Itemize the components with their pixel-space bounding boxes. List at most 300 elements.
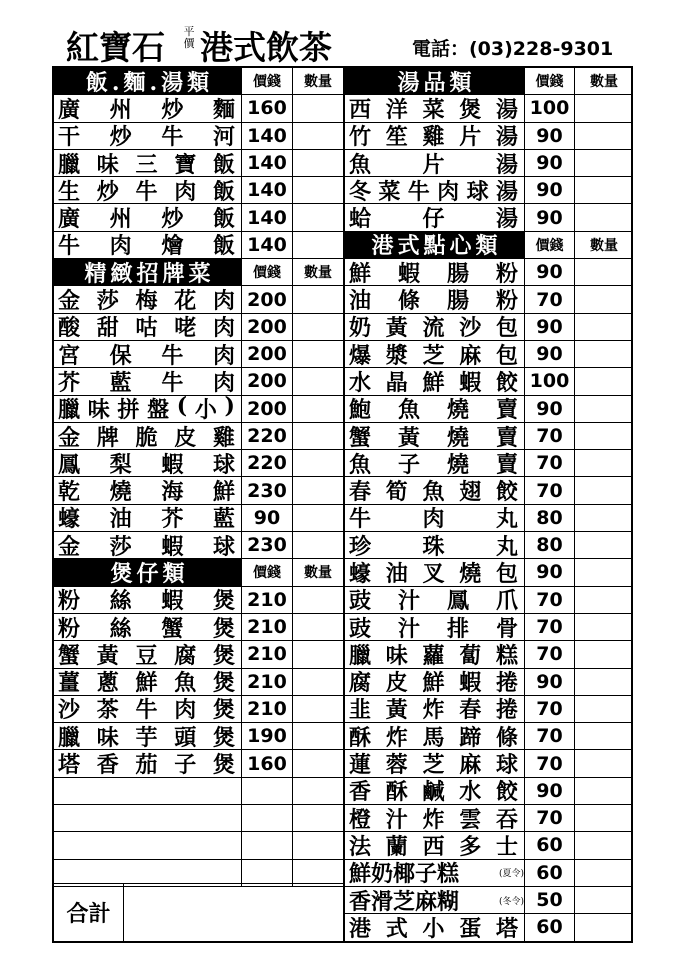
menu-item-name — [54, 341, 242, 367]
empty-price-cell — [242, 860, 293, 886]
menu-item-row — [345, 587, 633, 614]
quantity-field[interactable] — [575, 314, 633, 340]
category-header — [54, 559, 343, 586]
menu-item-name — [54, 286, 242, 312]
menu-item-row — [345, 341, 633, 368]
menu-item-price: 210 — [242, 669, 293, 695]
menu-item-price: 90 — [525, 259, 575, 285]
price-column-header: 價錢 — [242, 259, 293, 285]
left-column — [54, 68, 343, 887]
empty-name-cell — [54, 778, 242, 804]
menu-item-row — [54, 204, 343, 231]
menu-item-price: 230 — [242, 477, 293, 503]
menu-item-label: 金 莎 蝦 球 — [58, 533, 237, 559]
menu-item-name — [345, 341, 525, 367]
menu-item-name — [345, 95, 525, 121]
menu-item-label: 臘 味 拼 盤 ( 小 ) — [58, 395, 237, 422]
menu-item-label: 油 條 腸 粉 — [349, 288, 520, 313]
menu-item-name — [54, 368, 242, 394]
menu-item-label: 酥 炸 馬 蹄 條 — [349, 724, 520, 750]
menu-item-label: 生 炒 牛 肉 飯 — [58, 178, 237, 204]
menu-item-row — [345, 641, 633, 668]
menu-item-price: 210 — [242, 614, 293, 640]
menu-item-name — [345, 669, 525, 695]
seasonal-note: (夏令) — [498, 869, 524, 880]
menu-item-label: 金 莎 梅 花 肉 — [58, 288, 237, 313]
quantity-field[interactable] — [575, 641, 633, 667]
quantity-field[interactable] — [293, 314, 343, 340]
quantity-field[interactable] — [575, 368, 633, 394]
empty-row — [54, 778, 343, 805]
menu-item-price: 190 — [242, 723, 293, 749]
menu-item-name — [54, 232, 242, 258]
quantity-field[interactable] — [575, 177, 633, 203]
menu-item-name — [54, 123, 242, 149]
menu-item-label: 塔 香 茄 子 煲 — [58, 752, 237, 777]
budget-tag: 平價 — [183, 25, 195, 50]
menu-item-label: 薑 蔥 鮮 魚 煲 — [58, 670, 237, 695]
empty-qty-cell[interactable] — [293, 832, 343, 858]
quantity-field[interactable] — [575, 887, 633, 913]
menu-item-label: 橙 汁 炸 雲 吞 — [349, 806, 520, 832]
menu-item-name — [345, 368, 525, 394]
menu-item-name — [345, 505, 525, 531]
menu-item-label: 金 牌 脆 皮 雞 — [58, 424, 237, 450]
menu-item-name — [54, 505, 242, 531]
menu-item-price: 90 — [525, 150, 575, 176]
menu-item-row — [345, 559, 633, 586]
quantity-field[interactable] — [293, 396, 343, 422]
menu-item-name — [345, 723, 525, 749]
menu-item-price: 140 — [242, 177, 293, 203]
menu-item-row — [345, 450, 633, 477]
quantity-field[interactable] — [293, 286, 343, 312]
empty-qty-cell[interactable] — [293, 778, 343, 804]
empty-qty-cell[interactable] — [293, 805, 343, 831]
menu-item-name — [54, 723, 242, 749]
menu-item-price: 60 — [525, 914, 575, 940]
category-header — [54, 259, 343, 286]
menu-item-row — [345, 368, 633, 395]
menu-item-label: 魚 子 燒 賣 — [349, 451, 520, 477]
quantity-field[interactable] — [293, 696, 343, 722]
menu-item-name — [345, 477, 525, 503]
category-title: 精緻招牌菜 — [54, 259, 242, 285]
menu-item-price: 70 — [525, 286, 575, 312]
order-form-table — [52, 66, 633, 943]
menu-item-price: 90 — [525, 177, 575, 203]
menu-item-label: 粉 絲 蝦 煲 — [58, 588, 237, 613]
seasonal-note: (冬令) — [498, 896, 524, 907]
menu-item-label: 牛 肉 丸 — [349, 506, 520, 532]
menu-item-row — [54, 396, 343, 423]
quantity-field[interactable] — [293, 423, 343, 449]
menu-item-price: 60 — [525, 860, 575, 886]
quantity-field[interactable] — [575, 286, 633, 312]
quantity-column-header: 數量 — [590, 74, 618, 91]
restaurant-subtitle: 港式飲茶 — [200, 28, 332, 67]
menu-item-row — [54, 368, 343, 395]
menu-item-row — [345, 204, 633, 231]
menu-item-name — [345, 314, 525, 340]
quantity-field[interactable] — [575, 559, 633, 585]
category-title: 港式點心類 — [345, 232, 525, 258]
menu-item-price: 100 — [525, 95, 575, 121]
menu-item-price: 70 — [525, 750, 575, 776]
quantity-field[interactable] — [293, 587, 343, 613]
quantity-field[interactable] — [575, 150, 633, 176]
menu-item-name — [345, 778, 525, 804]
empty-row — [54, 805, 343, 832]
menu-item-name — [345, 286, 525, 312]
menu-item-row — [54, 669, 343, 696]
menu-item-name — [345, 177, 525, 203]
quantity-field[interactable] — [575, 860, 633, 886]
quantity-field[interactable] — [575, 204, 633, 230]
menu-item-row — [54, 150, 343, 177]
menu-item-price: 100 — [525, 368, 575, 394]
menu-item-price: 90 — [525, 123, 575, 149]
total-field[interactable] — [124, 884, 343, 941]
menu-item-name — [54, 150, 242, 176]
menu-item-row — [345, 723, 633, 750]
menu-item-price: 70 — [525, 696, 575, 722]
menu-item-row — [345, 286, 633, 313]
quantity-column-header: 數量 — [590, 237, 618, 254]
menu-item-price: 200 — [242, 368, 293, 394]
quantity-field[interactable] — [293, 232, 343, 258]
empty-row — [54, 832, 343, 859]
menu-item-label: 蠔 油 芥 藍 — [58, 506, 237, 532]
menu-item-row — [345, 505, 633, 532]
menu-item-name — [54, 614, 242, 640]
menu-item-price: 210 — [242, 587, 293, 613]
quantity-field[interactable] — [575, 778, 633, 804]
quantity-field[interactable] — [293, 450, 343, 476]
quantity-column-header: 數量 — [304, 265, 332, 282]
quantity-field[interactable] — [293, 368, 343, 394]
menu-item-name — [54, 641, 242, 667]
menu-item-row — [54, 477, 343, 504]
menu-item-name — [345, 450, 525, 476]
menu-item-row — [345, 477, 633, 504]
menu-item-row — [345, 805, 633, 832]
menu-item-row — [345, 123, 633, 150]
menu-item-price: 140 — [242, 232, 293, 258]
menu-item-name — [345, 587, 525, 613]
menu-item-label: 冬 菜 牛 肉 球 湯 — [349, 178, 520, 204]
menu-item-price: 80 — [525, 505, 575, 531]
category-header — [345, 232, 633, 259]
menu-item-label: 乾 燒 海 鮮 — [58, 479, 237, 504]
quantity-field[interactable] — [293, 669, 343, 695]
menu-item-row — [54, 614, 343, 641]
menu-item-row — [345, 150, 633, 177]
empty-price-cell — [242, 805, 293, 831]
menu-item-label: 粉 絲 蟹 煲 — [58, 615, 237, 641]
menu-item-price: 70 — [525, 614, 575, 640]
quantity-field[interactable] — [575, 396, 633, 422]
menu-item-price: 70 — [525, 450, 575, 476]
empty-qty-cell[interactable] — [293, 860, 343, 886]
menu-item-price: 90 — [242, 505, 293, 531]
menu-item-label: 沙 茶 牛 肉 煲 — [58, 697, 237, 723]
quantity-field[interactable] — [293, 341, 343, 367]
menu-item-row — [345, 259, 633, 286]
quantity-field[interactable] — [293, 505, 343, 531]
menu-item-label: 魚 片 湯 — [349, 151, 520, 177]
menu-item-label: 水 晶 鮮 蝦 餃 — [349, 369, 520, 395]
category-title: 煲仔類 — [54, 559, 242, 585]
quantity-field[interactable] — [575, 832, 633, 858]
empty-price-cell — [242, 832, 293, 858]
quantity-column-header: 數量 — [304, 565, 332, 582]
menu-item-row — [54, 314, 343, 341]
menu-item-label: 春 筍 魚 翅 餃 — [349, 479, 520, 504]
menu-item-label: 豉 汁 鳳 爪 — [349, 588, 520, 613]
menu-item-price: 90 — [525, 341, 575, 367]
quantity-field[interactable] — [575, 95, 633, 121]
quantity-field[interactable] — [293, 723, 343, 749]
total-label: 合計 — [54, 884, 124, 941]
quantity-field[interactable] — [575, 723, 633, 749]
menu-item-label: 鮮 蝦 腸 粉 — [349, 260, 520, 286]
menu-item-name — [345, 696, 525, 722]
menu-item-price: 220 — [242, 423, 293, 449]
menu-item-price: 160 — [242, 95, 293, 121]
menu-item-label: 宮 保 牛 肉 — [58, 342, 237, 368]
menu-item-row — [54, 423, 343, 450]
quantity-column-header: 數量 — [304, 74, 332, 91]
menu-item-price: 90 — [525, 559, 575, 585]
restaurant-name: 紅寶石 — [66, 28, 165, 67]
menu-item-name — [345, 641, 525, 667]
price-column-header: 價錢 — [525, 232, 575, 258]
menu-item-row — [54, 505, 343, 532]
menu-item-name — [345, 559, 525, 585]
menu-item-row — [54, 341, 343, 368]
quantity-field[interactable] — [575, 669, 633, 695]
menu-item-label: 干 炒 牛 河 — [58, 124, 237, 149]
menu-item-row — [54, 450, 343, 477]
menu-item-row — [54, 750, 343, 777]
menu-item-name — [54, 532, 242, 558]
menu-item-name — [345, 259, 525, 285]
menu-item-price: 70 — [525, 805, 575, 831]
menu-item-row — [345, 860, 633, 887]
menu-item-price: 90 — [525, 204, 575, 230]
menu-item-name — [345, 123, 525, 149]
empty-name-cell — [54, 805, 242, 831]
menu-item-label: 牛 肉 燴 飯 — [58, 233, 237, 259]
menu-item-price: 200 — [242, 286, 293, 312]
menu-item-label: 豉 汁 排 骨 — [349, 615, 520, 641]
menu-item-price: 90 — [525, 778, 575, 804]
menu-item-name — [345, 532, 525, 558]
menu-item-label: 鮑 魚 燒 賣 — [349, 397, 520, 422]
menu-item-row — [345, 832, 633, 859]
quantity-field[interactable] — [293, 641, 343, 667]
menu-item-price: 70 — [525, 723, 575, 749]
menu-item-row — [345, 614, 633, 641]
menu-item-row — [54, 232, 343, 259]
total-row — [54, 883, 343, 941]
menu-item-price: 200 — [242, 314, 293, 340]
menu-item-name — [54, 396, 242, 422]
menu-item-row — [345, 396, 633, 423]
menu-item-row — [54, 696, 343, 723]
menu-item-row — [345, 696, 633, 723]
menu-item-row — [54, 177, 343, 204]
quantity-field[interactable] — [293, 123, 343, 149]
menu-item-price: 140 — [242, 204, 293, 230]
quantity-field[interactable] — [575, 696, 633, 722]
menu-item-label: 臘 味 蘿 蔔 糕 — [349, 642, 520, 668]
menu-item-row — [345, 532, 633, 559]
right-column — [343, 68, 633, 942]
price-column-header: 價錢 — [525, 68, 575, 94]
empty-price-cell — [242, 778, 293, 804]
quantity-field[interactable] — [575, 259, 633, 285]
menu-item-name — [54, 95, 242, 121]
menu-item-price: 70 — [525, 477, 575, 503]
quantity-field[interactable] — [575, 914, 633, 940]
menu-item-label: 奶 黃 流 沙 包 — [349, 315, 520, 340]
menu-item-row — [345, 778, 633, 805]
quantity-field[interactable] — [575, 123, 633, 149]
menu-item-row — [345, 314, 633, 341]
menu-item-label: 西 洋 菜 煲 湯 — [349, 96, 520, 122]
menu-item-label: 港 式 小 蛋 塔 — [349, 915, 520, 941]
quantity-field[interactable] — [575, 750, 633, 776]
empty-name-cell — [54, 832, 242, 858]
category-title: 飯.麵.湯類 — [54, 68, 242, 94]
quantity-field[interactable] — [575, 423, 633, 449]
menu-item-price: 210 — [242, 696, 293, 722]
menu-item-row — [54, 95, 343, 122]
quantity-field[interactable] — [293, 204, 343, 230]
price-column-header: 價錢 — [242, 559, 293, 585]
quantity-field[interactable] — [293, 614, 343, 640]
menu-item-label: 蓮 蓉 芝 麻 球 — [349, 752, 520, 777]
menu-item-price: 70 — [525, 587, 575, 613]
menu-item-name — [345, 805, 525, 831]
menu-item-label: 芥 藍 牛 肉 — [58, 369, 237, 395]
quantity-field[interactable] — [293, 150, 343, 176]
quantity-field[interactable] — [293, 750, 343, 776]
menu-item-row — [54, 587, 343, 614]
quantity-field[interactable] — [293, 95, 343, 121]
menu-item-row — [345, 177, 633, 204]
menu-item-name — [345, 614, 525, 640]
menu-item-name — [345, 887, 525, 913]
menu-item-name — [54, 750, 242, 776]
quantity-field[interactable] — [575, 477, 633, 503]
menu-item-price: 210 — [242, 641, 293, 667]
menu-item-name — [345, 423, 525, 449]
menu-item-name — [54, 204, 242, 230]
quantity-field[interactable] — [575, 450, 633, 476]
menu-item-price: 140 — [242, 150, 293, 176]
menu-item-label: 酸 甜 咕 咾 肉 — [58, 315, 237, 340]
quantity-field[interactable] — [293, 532, 343, 558]
menu-item-name — [345, 396, 525, 422]
menu-item-row — [345, 914, 633, 941]
menu-item-label: 鮮奶椰子糕 — [349, 861, 460, 886]
menu-item-price: 90 — [525, 314, 575, 340]
menu-item-row — [345, 95, 633, 122]
menu-item-label: 廣 州 炒 飯 — [58, 206, 237, 231]
phone-number: 電話：(03)228-9301 — [412, 38, 614, 60]
menu-item-name — [345, 150, 525, 176]
menu-item-name — [345, 204, 525, 230]
menu-item-price: 90 — [525, 669, 575, 695]
quantity-field[interactable] — [293, 477, 343, 503]
menu-item-price: 220 — [242, 450, 293, 476]
menu-item-row — [345, 669, 633, 696]
quantity-field[interactable] — [575, 614, 633, 640]
menu-item-label: 竹 笙 雞 片 湯 — [349, 124, 520, 149]
menu-item-name — [345, 914, 525, 940]
menu-item-name — [54, 177, 242, 203]
menu-item-label: 香滑芝麻糊 — [349, 888, 460, 914]
menu-item-price: 60 — [525, 832, 575, 858]
menu-item-label: 蟹 黃 豆 腐 煲 — [58, 642, 237, 668]
menu-item-label: 腐 皮 鮮 蝦 捲 — [349, 670, 520, 695]
menu-item-price: 140 — [242, 123, 293, 149]
menu-item-name — [54, 696, 242, 722]
menu-item-row — [54, 532, 343, 559]
menu-item-label: 韭 黃 炸 春 捲 — [349, 697, 520, 723]
empty-name-cell — [54, 860, 242, 886]
price-column-header: 價錢 — [242, 68, 293, 94]
menu-item-name — [54, 477, 242, 503]
quantity-field[interactable] — [575, 532, 633, 558]
menu-item-label: 珍 珠 丸 — [349, 533, 520, 559]
menu-item-price: 50 — [525, 887, 575, 913]
quantity-field[interactable] — [575, 805, 633, 831]
menu-item-name — [54, 423, 242, 449]
menu-item-name — [54, 450, 242, 476]
category-title: 湯品類 — [345, 68, 525, 94]
menu-item-name — [54, 587, 242, 613]
menu-item-row — [345, 887, 633, 914]
quantity-field[interactable] — [293, 177, 343, 203]
menu-item-row — [54, 641, 343, 668]
menu-item-price: 230 — [242, 532, 293, 558]
menu-item-price: 80 — [525, 532, 575, 558]
menu-item-name — [54, 314, 242, 340]
menu-header — [0, 0, 682, 66]
category-header — [54, 68, 343, 95]
menu-item-row — [54, 723, 343, 750]
menu-item-name — [54, 669, 242, 695]
menu-item-label: 臘 味 芋 頭 煲 — [58, 724, 237, 750]
menu-item-row — [54, 123, 343, 150]
menu-item-label: 蛤 仔 湯 — [349, 206, 520, 231]
menu-item-label: 蠔 油 叉 燒 包 — [349, 561, 520, 586]
menu-item-label: 廣 州 炒 麵 — [58, 96, 237, 122]
quantity-field[interactable] — [575, 505, 633, 531]
menu-item-price: 90 — [525, 396, 575, 422]
menu-item-label: 爆 漿 芝 麻 包 — [349, 342, 520, 368]
menu-item-price: 70 — [525, 423, 575, 449]
quantity-field[interactable] — [575, 341, 633, 367]
quantity-field[interactable] — [575, 587, 633, 613]
menu-item-price: 200 — [242, 396, 293, 422]
menu-item-price: 70 — [525, 641, 575, 667]
menu-item-label: 鳳 梨 蝦 球 — [58, 451, 237, 477]
